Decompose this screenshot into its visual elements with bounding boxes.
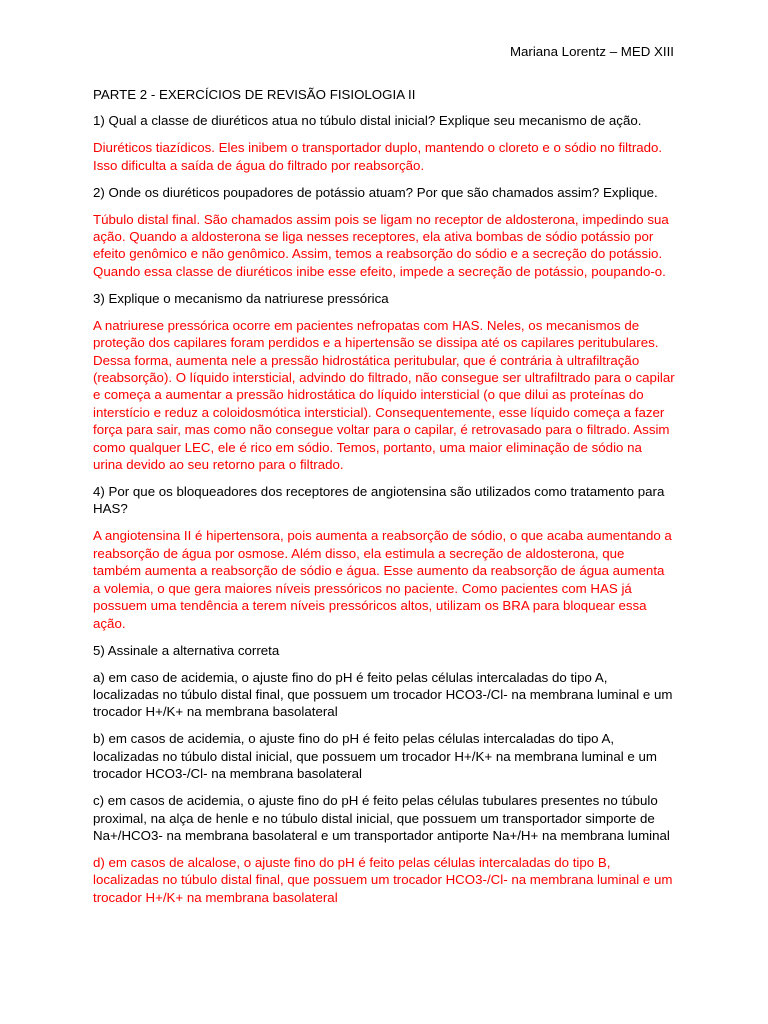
- answer-2: Túbulo distal final. São chamados assim pois se ligam no receptor de aldosterona, impedindo sua ação. Quando a aldosterona se liga nesses receptores, ela ativa bombas de sódio potássio por efeito genômico e não genômico. Assim, temos a reabsorção do sódio e a secreção do potássio. Quando essa classe de diuréticos inibe esse efeito, impede a secreção de potássio, poupando-o.: [93, 211, 669, 279]
- question-5: 5) Assinale a alternativa correta: [93, 642, 280, 658]
- question-1: 1) Qual a classe de diuréticos atua no túbulo distal inicial? Explique seu mecanismo de ação.: [93, 113, 642, 129]
- question-3: 3) Explique o mecanismo da natriurese pressórica: [93, 290, 389, 306]
- option-b: b) em casos de acidemia, o ajuste fino do pH é feito pelas células intercaladas do tipo A, localizadas no túbulo distal inicial, que possuem um trocador H+/K+ na membrana luminal e um trocador HCO3-/Cl- na membrana basolateral: [93, 731, 657, 782]
- option-d-correct: d) em casos de alcalose, o ajuste fino do pH é feito pelas células intercaladas do tipo B, localizadas no túbulo distal final, que possuem um trocador HCO3-/Cl- na membrana luminal e um trocador H+/K+ na membrana basolateral: [93, 854, 673, 905]
- answer-1: Diuréticos tiazídicos. Eles inibem o transportador duplo, mantendo o cloreto e o sódio no filtrado. Isso dificulta a saída de água do filtrado por reabsorção.: [93, 140, 663, 173]
- page-header-author: Mariana Lorentz – MED XIII: [509, 44, 674, 59]
- document-body: [93, 86, 675, 916]
- answer-4: A angiotensina II é hipertensora, pois aumenta a reabsorção de sódio, o que acaba aumentando a reabsorção de água por osmose. Além disso, ela estimula a secreção de aldosterona, que também aumenta a reabsorção de sódio e água. Esse aumento da reabsorção de água aumenta a volemia, o que gera maiores níveis pressóricos no paciente. Como pacientes com HAS já possuem uma tendência a terem níveis pressóricos altos, utilizam os BRA para bloquear essa ação.: [93, 528, 672, 631]
- option-c: c) em casos de acidemia, o ajuste fino do pH é feito pelas células tubulares presentes no túbulo proximal, na alça de henle e no túbulo distal inicial, que possuem um transportador simporte de Na+/HCO3- na membrana basolateral e um transportador antiporte Na+/H+ na membrana luminal: [93, 793, 670, 843]
- answer-3: A natriurese pressórica ocorre em pacientes nefropatas com HAS. Neles, os mecanismos de proteção dos capilares foram perdidos e a hipertensão se dissipa até os capilares peritubulares. Dessa forma, aumenta nele a pressão hidrostática peritubular, que é contrária à ultrafiltração (reabsorção). O líquido intersticial, advindo do filtrado, não consegue ser ultrafiltrado para o capilar e começa a aumentar a pressão hidrostática do líquido intersticial (o que dilui as proteínas do interstício e reduz a coloidosmótica intersticial). Consequentemente, esse líquido começa a fazer força para sair, mas como não consegue voltar para o capilar, é retrovasado para o filtrado. Assim como qualquer LEC, ele é rico em sódio. Temos, portanto, uma maior eliminação de sódio na urina devido ao seu retorno para o filtrado.: [93, 317, 675, 473]
- document-title: PARTE 2 - EXERCÍCIOS DE REVISÃO FISIOLOGIA II: [93, 87, 416, 102]
- option-a: a) em caso de acidemia, o ajuste fino do pH é feito pelas células intercaladas do tipo A, localizadas no túbulo distal final, que possuem um trocador HCO3-/Cl- na membrana luminal e um trocador H+/K+ na membrana basolateral: [93, 669, 673, 720]
- question-4: 4) Por que os bloqueadores dos receptores de angiotensina são utilizados como tratamento para HAS?: [93, 484, 665, 517]
- question-2: 2) Onde os diuréticos poupadores de potássio atuam? Por que são chamados assim? Explique.: [93, 184, 658, 200]
